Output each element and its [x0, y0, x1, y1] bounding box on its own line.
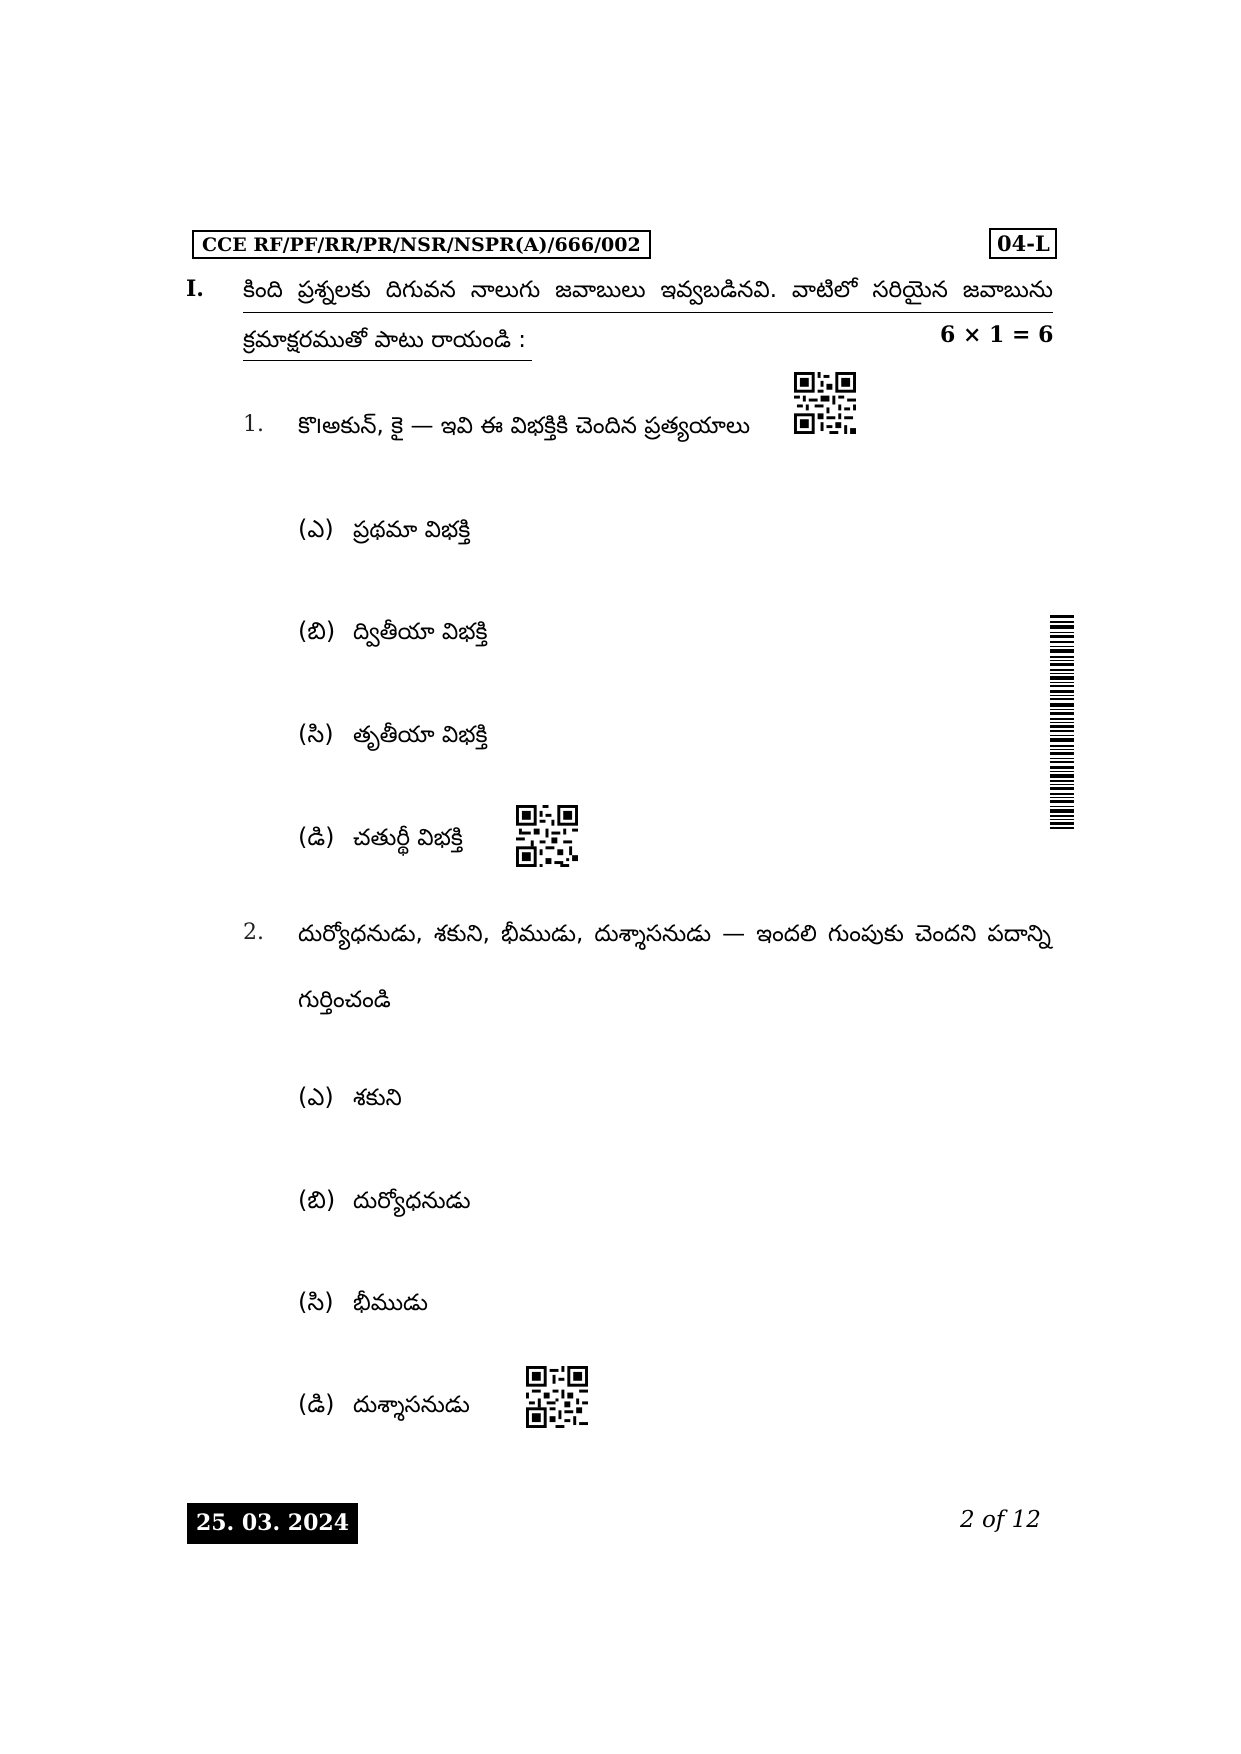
option-1b [298, 617, 487, 651]
question-2-number: 2. [243, 920, 264, 945]
option-label: (బి) [298, 1186, 336, 1214]
option-text: శకుని [353, 1085, 402, 1111]
option-label: (ఎ) [298, 1083, 334, 1111]
option-text: భీముడు [353, 1290, 429, 1316]
question-1-number: 1. [243, 412, 264, 437]
exam-date: 25. 03. 2024 [187, 1503, 358, 1544]
option-label: (సి) [298, 1288, 334, 1316]
option-2c [298, 1288, 428, 1322]
qr-code-icon [516, 805, 578, 867]
instruction-line-2: క్రమాక్షరముతో పాటు రాయండి : [243, 320, 532, 361]
option-1d [298, 823, 463, 857]
option-text: దుర్యోధనుడు [353, 1188, 471, 1214]
section-number: I. [186, 276, 204, 302]
option-label: (డి) [298, 1390, 335, 1418]
option-text: తృతీయా విభక్తి [353, 722, 488, 748]
exam-code: CCE RF/PF/RR/PR/NSR/NSPR(A)/666/002 [192, 230, 651, 259]
option-label: (సి) [298, 720, 334, 748]
option-text: ద్వితీయా విభక్తి [353, 619, 488, 645]
question-2-text: దుర్యోధనుడు, శకుని, భీముడు, దుశ్శాసనుడు — ఇందలి గుంపుకు చెందని పదాన్ని గుర్తించండి [298, 921, 1051, 1013]
marks: 6 × 1 = 6 [940, 322, 1054, 348]
barcode-icon [1050, 615, 1074, 829]
option-label: (బి) [298, 617, 336, 645]
option-1a [298, 515, 470, 549]
page-number: 2 of 12 [960, 1507, 1041, 1533]
option-label: (డి) [298, 823, 335, 851]
option-1c [298, 720, 487, 754]
qr-code-icon [794, 372, 856, 434]
option-2b [298, 1186, 471, 1220]
option-text: ప్రథమా విభక్తి [353, 517, 471, 543]
option-text: చతుర్థీ విభక్తి [353, 825, 463, 851]
option-2a [298, 1083, 402, 1117]
option-label: (ఎ) [298, 515, 334, 543]
option-2d [298, 1390, 470, 1424]
option-text: దుశ్శాసనుడు [353, 1392, 470, 1418]
paper-code: 04-L [989, 228, 1057, 259]
qr-code-icon [526, 1366, 588, 1428]
question-1-text: కొ౹అకున్, కై — ఇవి ఈ విభక్తికి చెందిన ప్రత్యయాలు [298, 413, 751, 439]
instruction-line-1: కింది ప్రశ్నలకు దిగువన నాలుగు జవాబులు ఇవ్వబడినవి. వాటిలో సరియైన జవాబును [243, 268, 1053, 313]
